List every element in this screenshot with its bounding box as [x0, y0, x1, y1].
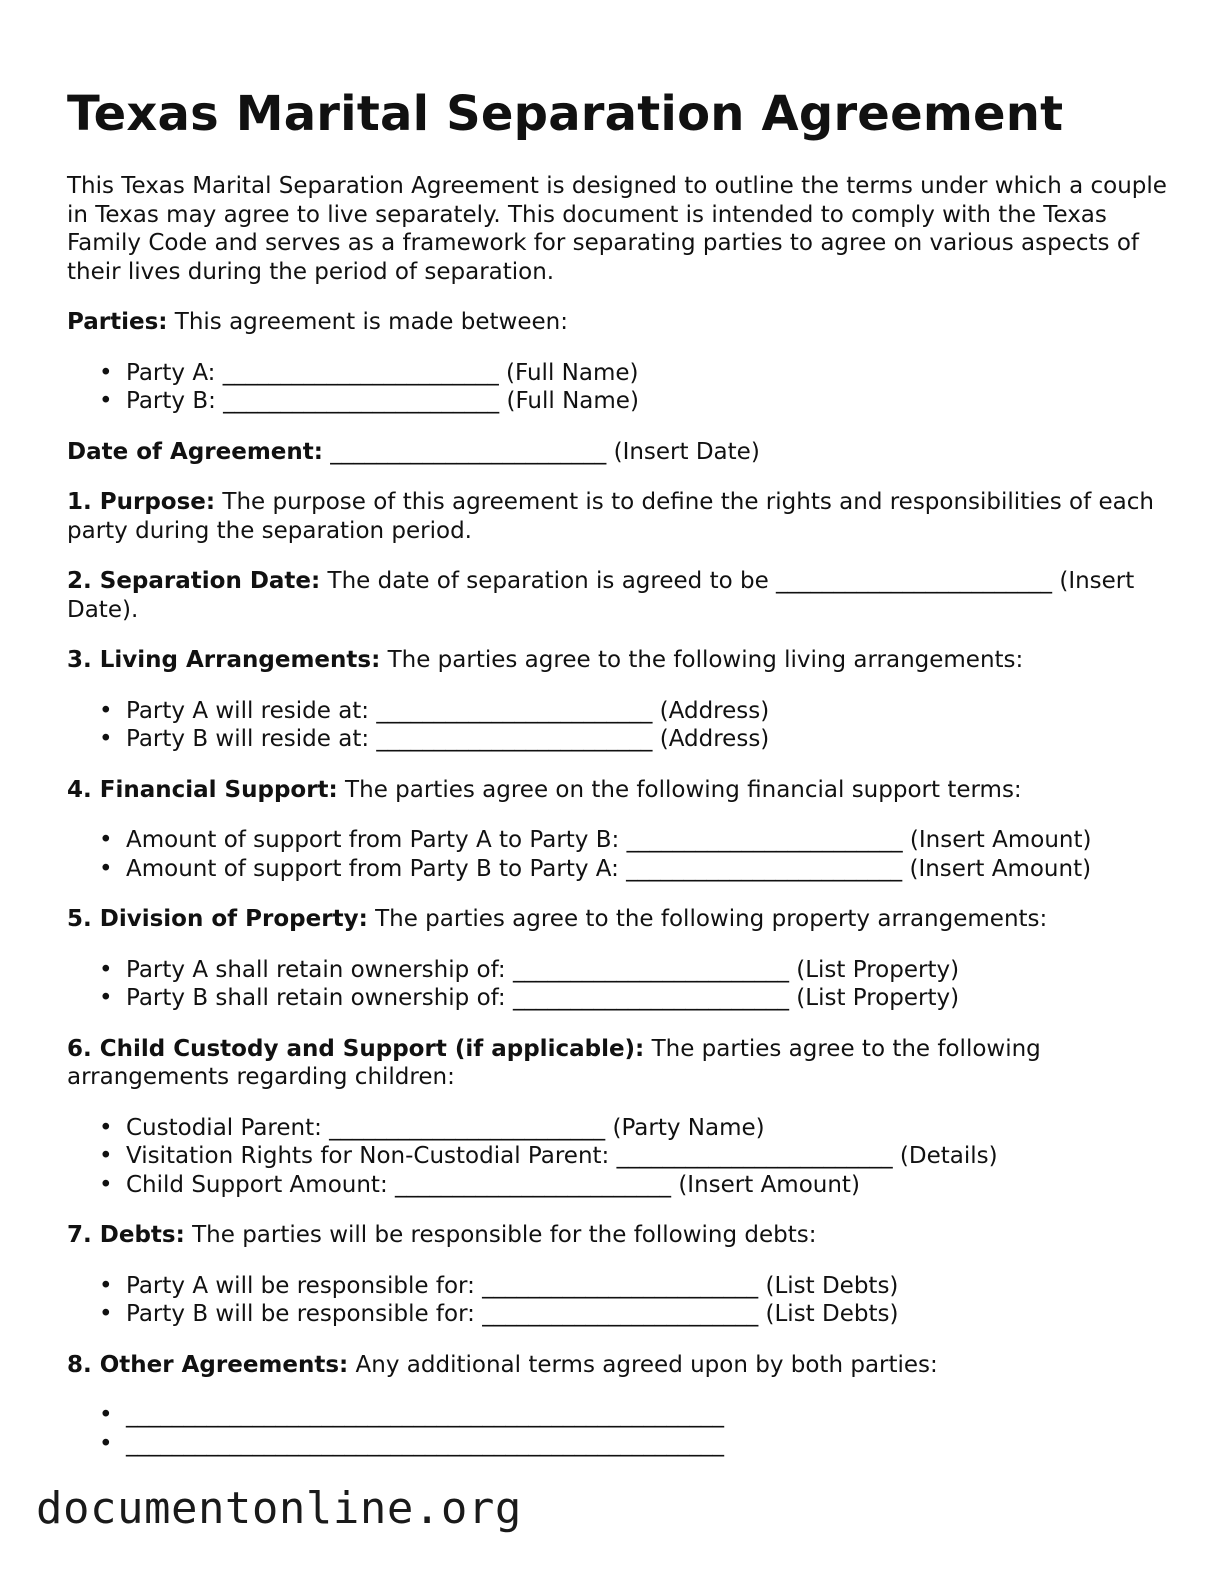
date-of-agreement — [67, 438, 1177, 467]
section-text: The parties agree to the following property arrangements: — [367, 906, 1048, 932]
section-label: 8. Other Agreements: — [67, 1351, 349, 1378]
section-label: 7. Debts: — [67, 1222, 185, 1248]
section-text: The parties agree to the following living arrangements: — [380, 647, 1024, 673]
section-debts — [67, 1221, 1177, 1250]
list-item: • Visitation Rights for Non-Custodial Parent: ________________________ (Details) — [126, 1142, 1177, 1171]
list-item: • Party B will reside at: ________________________ (Address) — [126, 725, 1177, 754]
list-item: • ____________________________________________________ — [126, 1401, 1177, 1430]
parties-label: Parties: — [67, 309, 168, 335]
living-list — [67, 697, 1177, 754]
list-item: • ____________________________________________________ — [126, 1430, 1177, 1459]
financial-list — [67, 826, 1177, 883]
property-list — [67, 956, 1177, 1013]
custody-list — [67, 1114, 1177, 1200]
section-label: 2. Separation Date: — [67, 568, 321, 594]
other-list — [67, 1401, 1177, 1458]
debts-list — [67, 1272, 1177, 1329]
list-item: • Party A shall retain ownership of: ________________________ (List Property) — [126, 956, 1177, 985]
section-division-of-property — [67, 905, 1177, 934]
section-text: The date of separation is agreed to be ________________________ (Insert Date). — [67, 568, 1135, 623]
parties-heading — [67, 308, 1177, 337]
intro-paragraph: This Texas Marital Separation Agreement is designed to outline the terms under which a couple in Texas may agree to live separately. This document is intended to comply with the Texas Family Code and serves as a framework for separating parties to agree on various aspects of their lives during the period of separation. — [67, 173, 1167, 285]
section-text: The parties agree to the following arrangements regarding children: — [67, 1035, 1041, 1090]
list-item: • Custodial Parent: ________________________ (Party Name) — [126, 1114, 1177, 1143]
list-item: • Party B shall retain ownership of: ________________________ (List Property) — [126, 984, 1177, 1013]
section-living-arrangements — [67, 646, 1177, 675]
section-label: 6. Child Custody and Support (if applicable): — [67, 1035, 645, 1062]
section-label: 1. Purpose: — [67, 489, 216, 515]
section-text: Any additional terms agreed upon by both parties: — [348, 1351, 938, 1378]
document-page — [67, 84, 1177, 1480]
list-item: • Party A will be responsible for: ________________________ (List Debts) — [126, 1272, 1177, 1301]
section-financial-support — [67, 776, 1177, 805]
list-item: • Child Support Amount: ________________________ (Insert Amount) — [126, 1171, 1177, 1200]
list-item: • Party A will reside at: ________________________ (Address) — [126, 697, 1177, 726]
document-title: Texas Marital Separation Agreement — [67, 86, 1064, 142]
section-text: The purpose of this agreement is to define the rights and responsibilities of each party during the separation period. — [67, 489, 1155, 544]
watermark: documentonline.org — [36, 1483, 522, 1534]
section-text: The parties will be responsible for the following debts: — [184, 1222, 817, 1248]
list-item: • Party A: ________________________ (Full Name) — [126, 359, 1177, 388]
section-text: The parties agree on the following financial support terms: — [337, 776, 1022, 803]
parties-list — [67, 359, 1177, 416]
list-item: • Amount of support from Party B to Party A: ________________________ (Insert Amount) — [126, 855, 1177, 884]
section-label: 4. Financial Support: — [67, 776, 338, 803]
section-label: 5. Division of Property: — [67, 906, 368, 932]
date-of-agreement-label: Date of Agreement: — [67, 438, 323, 465]
list-item: • Party B will be responsible for: ________________________ (List Debts) — [126, 1300, 1177, 1329]
date-of-agreement-text: ________________________ (Insert Date) — [322, 438, 760, 465]
section-separation-date — [67, 567, 1177, 624]
section-label: 3. Living Arrangements: — [67, 647, 381, 673]
list-item: • Party B: ________________________ (Full Name) — [126, 387, 1177, 416]
section-purpose — [67, 488, 1177, 545]
parties-text: This agreement is made between: — [167, 309, 568, 335]
section-child-custody — [67, 1035, 1177, 1092]
section-other-agreements — [67, 1351, 1177, 1380]
list-item: • Amount of support from Party A to Party B: ________________________ (Insert Amount) — [126, 826, 1177, 855]
